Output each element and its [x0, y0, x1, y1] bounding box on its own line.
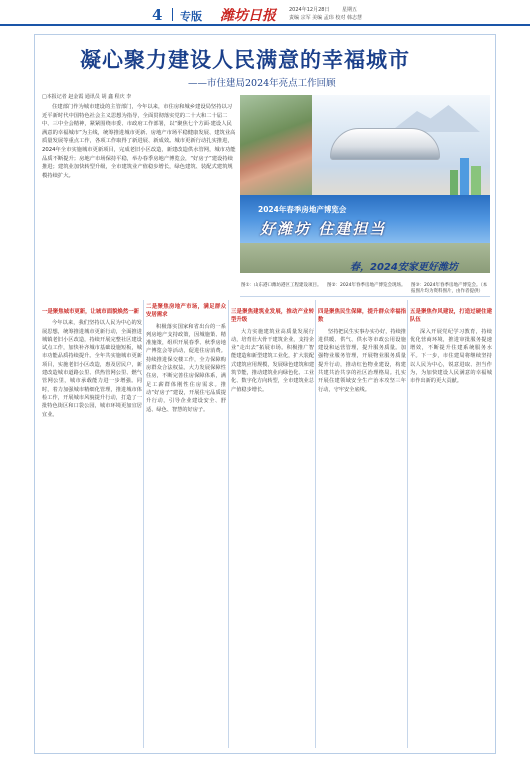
article-column-3	[231, 305, 314, 745]
column-divider	[143, 300, 144, 748]
section-heading: 三是聚焦建筑业发展，推动产业转型升级	[231, 309, 314, 324]
article-column-5	[410, 305, 492, 745]
masthead-divider	[172, 8, 173, 21]
section-body: 深入开展党纪学习教育，持续优化营商环境，推进审批服务提速增效，不断提升住建系统服务水平。下一步，市住建局将继续坚持以人民为中心，锐意进取、担当作为，为加快建设人民满意的幸福城市作出新的更大贡献。	[410, 328, 492, 385]
issue-date: 2024年12月28日	[289, 7, 330, 13]
section-body: 大力实施建筑业高质量发展行动，培育壮大骨干建筑企业，支持企业“走出去”拓展市场。积极推广智能建造和新型建筑工业化，扩大装配式建筑应用规模，发展绿色建筑和建筑节能，推动建筑业向绿色化、工业化、数字化方向转型，全市建筑业总产值稳步增长。	[231, 328, 314, 393]
article-intro: 住建部门作为城市建设的主管部门，今年以来，市住房和城乡建设局坚持以习近平新时代中国特色社会主义思想为指导，全面贯彻落实党的二十大和二十届二中、三中全会精神，紧紧围绕市委、市政府工作部署，以“聚焦七个方面·建设人民满意的幸福城市”为主线，统筹推进城市更新、房地产市场平稳健康发展、建筑业高质量发展等重点工作，各项工作取得了新进展、新成效。城市更新行动扎实推进，2024年全市实施城市更新项目，完成老旧小区改造，新建改造供水管网，城市功能品质不断提升；房地产市场保持平稳，举办春季房地产博览会，“好房子”建设持续推进；建筑业加快转型升级，全市建筑业产值稳步增长，绿色建筑、装配式建筑规模持续扩大。	[42, 104, 236, 179]
column-divider	[315, 300, 316, 748]
article-byline: □本报记者 赵金霞 通讯员 胡 鑫 程庆 李	[42, 94, 132, 100]
photo-expo-title: 2024年春季房地产博览会	[258, 205, 347, 214]
photo-slogan: 好潍坊 住建担当	[260, 220, 387, 238]
photo-park-path	[240, 95, 312, 195]
column-divider	[407, 300, 408, 748]
section-heading: 四是聚焦民生保障，提升群众幸福指数	[318, 309, 406, 324]
article-headline: 凝心聚力建设人民满意的幸福城市	[80, 47, 410, 72]
section-heading: 一是聚焦城市更新，让城市面貌焕然一新	[42, 309, 140, 315]
section-heading: 五是聚焦作风建设，打造过硬住建队伍	[410, 309, 492, 324]
photo-caption-3: 图③：2024年春季房地产博览会。（本报图片均为资料图片，由作者提供）	[411, 283, 488, 294]
photo-caption-1: 图①：山东港口潍坊港区工程建设项目。	[241, 283, 322, 288]
section-body: 坚持把民生实事办实办好，持续推进供暖、供气、供水等市政公用设施建设和运营管理，提升服务质量。加强物业服务管理，开展物业服务质量提升行动，推动红色物业建设，构建共建共治共享的社区治理格局。扎实开展住建领域安全生产治本攻坚三年行动，守牢安全底线。	[318, 328, 406, 393]
issue-weekday: 星期五	[342, 7, 358, 13]
article-column-2	[146, 300, 226, 740]
city-skyline-icon	[448, 150, 484, 198]
section-heading: 二是聚焦房地产市场，满足群众安居需求	[146, 304, 226, 319]
article-column-1	[42, 305, 142, 745]
photo-slogan-secondary: 春，2024安家更好潍坊	[350, 262, 458, 273]
photo-stadium	[330, 128, 440, 160]
column-divider	[228, 300, 229, 748]
section-body: 积极落实国家和省出台的一系列房地产支持政策，因城施策、精准施策，组织开展春季、秋季房地产博览会等活动，促进住房消费。持续推进保交楼工作，全力保障购房群众合法权益。大力发展保障性住房，不断完善住房保障体系，满足工薪群体刚性住房需求。推动“好房子”建设，开展住宅品质提升行动，引导企业建设安全、舒适、绿色、智慧的好房子。	[146, 323, 226, 413]
section-label: 专版	[180, 10, 202, 23]
editor-credits: 责编 宗军 美编 孟玮 校对 韩志慧	[289, 15, 362, 21]
caption-divider	[240, 296, 490, 297]
paper-logo: 潍坊日报	[220, 8, 276, 24]
page-number: 4	[152, 6, 163, 24]
article-column-4	[318, 305, 406, 745]
section-body: 今年以来，我们坚持以人民为中心的发展思想，统筹推进城市更新行动，全面推进城镇老旧小区改造，持续开展完整社区建设试点工作，加快补齐城市基础设施短板，城市功能品质持续提升。全年共实施城市更新项目，实施老旧小区改造，惠及居民户，新建改造城市道路公里、供热管网公里、燃气管网公里，城市承载能力进一步增强。同时，着力加强城市精细化管理，推进城市体检工作，开展城市风貌提升行动，打造了一批特色街区和口袋公园，城市环境更加宜居宜业。	[42, 320, 142, 418]
photo-caption-2: 图②：2024年春季房地产博览会现场。	[327, 283, 406, 288]
article-subtitle: ——市住建局2024年亮点工作回顾	[188, 78, 336, 89]
